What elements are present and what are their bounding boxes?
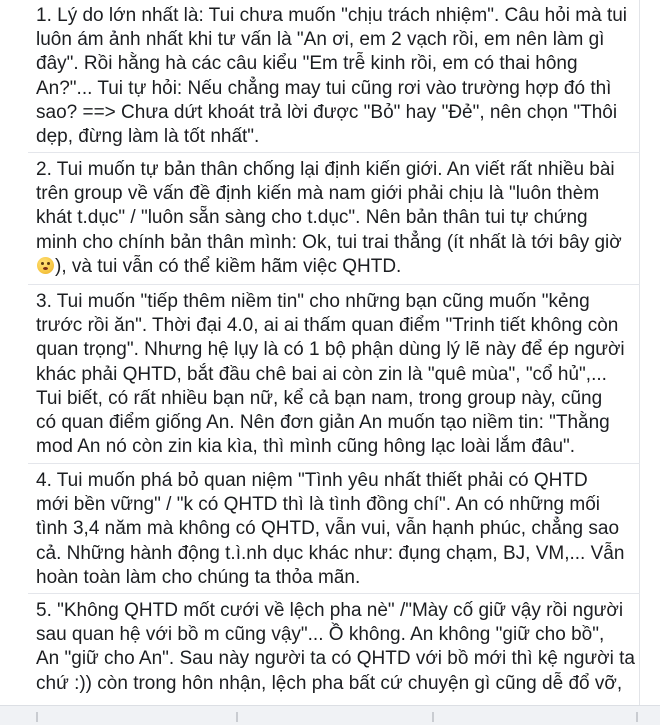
paragraph-line: khát t.dục" / "luôn sẵn sàng cho t.dục". Nên bản thân tui tự chứng [36,207,588,229]
toolbar-tick [432,712,434,722]
paragraph-1 [36,4,636,149]
toolbar-tick [236,712,238,722]
paragraph-line: cả. Những hành động t.ì.nh dục khác như: đụng chạm, BJ, VM,... Vẫn [36,542,625,564]
paragraph-line: Tui biết, có rất nhiều bạn nữ, kể cả bạn nam, trong group này, cũng [36,387,603,409]
paragraph-line: dẹp, đừng làm là tốt nhất". [36,125,260,147]
paragraph-line: quan trọng". Nhưng hệ lụy là có 1 bộ phận dùng lý lẽ này để ép người [36,339,625,361]
paragraph-5 [36,599,636,696]
paragraph-line: sau quan hệ với bồ m cũng vậy"... Ồ không. An không "giữ cho bồ", [36,624,605,646]
paragraph-line: mod An nó còn zin kia kìa, thì mình cũng hông lạc loài lắm đâu". [36,436,576,458]
paragraph-line: sao? ==> Chưa dứt khoát trả lời được "Bỏ" hay "Đẻ", nên chọn "Thôi [36,101,618,123]
toolbar-tick [36,712,38,722]
paragraph-4 [36,469,636,590]
paragraph-line: An?"... Tui tự hỏi: Nếu chẳng may tui cũng rơi vào trường hợp đó thì [36,77,612,99]
paragraph-2 [36,158,636,279]
divider [28,284,640,285]
toolbar-tick [636,712,638,722]
paragraph-line: An "giữ cho An". Sau này người ta có QHTD với bồ mới thì kệ người ta [36,648,635,670]
paragraph-line: 3. Tui muốn "tiếp thêm niềm tin" cho những bạn cũng muốn "kẻng [36,291,590,312]
paragraph-line: hoàn toàn làm cho chúng ta thỏa mãn. [36,566,361,588]
paragraph-line: 2. Tui muốn tự bản thân chống lại định kiến giới. An viết rất nhiều bài [36,159,615,180]
paragraph-line-with-emoji [36,255,636,279]
paragraph-line: có quan điểm giống An. Nên đơn giản An muốn tạo niềm tin: "Thằng [36,411,610,433]
paragraph-line: tình 3,4 năm mà không có QHTD, vẫn vui, vẫn hạnh phúc, chẳng sao [36,518,620,540]
paragraph-line: minh cho chính bản thân mình: Ok, tui trai thẳng (ít nhất là tới bây giờ [36,231,622,253]
paragraph-line: 1. Lý do lớn nhất là: Tui chưa muốn "chịu trách nhiệm". Câu hỏi mà tui [36,5,628,26]
paragraph-3 [36,290,636,459]
paragraph-line: khác phải QHTD, bắt đầu chê bai ai còn zin là "quê mùa", "cổ hủ",... [36,363,607,385]
paragraph-line: đây". Rồi hằng hà các câu kiểu "Em trễ kinh rồi, em có thai hông [36,53,578,75]
divider [28,593,640,594]
divider [28,152,640,153]
paragraph-line: chứ :)) còn trong hôn nhận, lệch pha bất cứ chuyện gì cũng dễ đổ vỡ, [36,672,623,694]
paragraph-line: 5. "Không QHTD mốt cưới về lệch pha nè" /"Mày cố giữ vậy rồi người [36,600,624,621]
dizzy-face-emoji-icon [37,257,54,274]
paragraph-line-tail: ), và tui vẫn có thể kiềm hãm việc QHTD. [55,255,402,277]
divider [28,463,640,464]
paragraph-line: trước rồi ăn". Thời đại 4.0, ai ai thấm quan điểm "Trinh tiết không còn [36,315,619,337]
paragraph-line: trên group về vấn đề định kiến mà nam giới phải chịu là "luôn thèm [36,183,600,205]
paragraph-line: luôn ám ảnh nhất khi tư vấn là "An ơi, em 2 vạch rồi, em nên làm gì [36,29,605,51]
paragraph-line: mới bền vững" / "k có QHTD thì là tình đồng chí". An có những mối [36,494,601,516]
bottom-toolbar [0,705,660,725]
paragraph-line: 4. Tui muốn phá bỏ quan niệm "Tình yêu nhất thiết phải có QHTD [36,470,588,491]
